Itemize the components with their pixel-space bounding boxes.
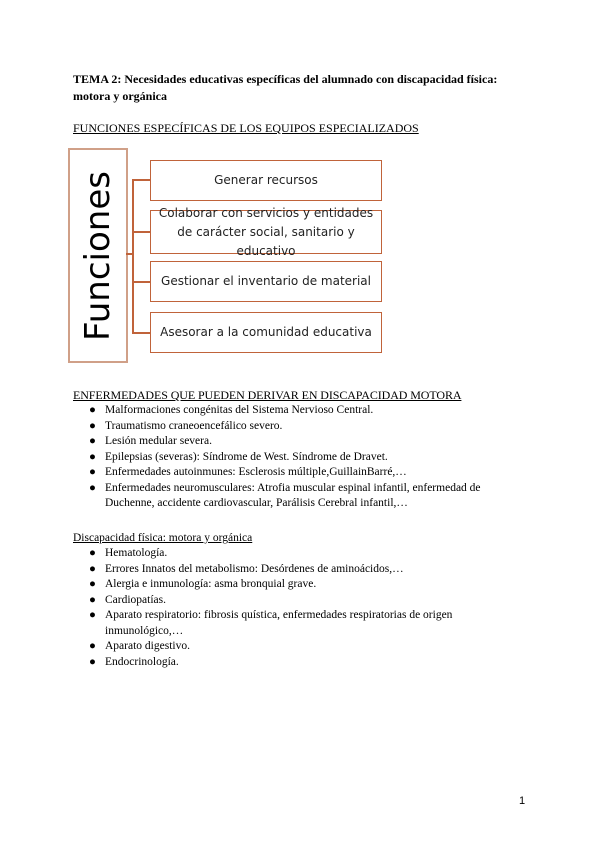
diagram-box-colaborar: Colaborar con servicios y entidades de carácter social, sanitario y educativo — [150, 210, 382, 254]
connector-branch — [132, 179, 150, 181]
diagram-box-gestionar: Gestionar el inventario de material — [150, 261, 382, 302]
list-item: ● Aparato digestivo. — [72, 639, 492, 655]
connector-branch — [132, 231, 150, 233]
bullet-icon: ● — [89, 547, 96, 559]
functions-diagram — [68, 148, 400, 363]
list-item: ● Errores Innatos del metabolismo: Desórdenes de aminoácidos,… — [72, 562, 492, 578]
list-item: ● Endocrinología. — [72, 655, 492, 671]
bullet-icon: ● — [89, 419, 96, 432]
bullet-icon: ● — [89, 655, 96, 668]
list-item: ● Enfermedades autoinmunes: Esclerosis múltiple,GuillainBarré,… — [72, 465, 512, 481]
list-item: ● Epilepsias (severas): Síndrome de West. Síndrome de Dravet. — [72, 450, 512, 466]
list-item: ● Hematología. — [72, 546, 492, 562]
bullet-icon: ● — [89, 435, 96, 447]
list-item: ● Cardiopatías. — [72, 593, 492, 609]
enfermedades-list — [72, 403, 512, 512]
diagram-box-generar-recursos: Generar recursos — [150, 160, 382, 201]
connector-branch — [132, 281, 150, 283]
bullet-icon: ● — [89, 593, 96, 606]
diagram-main-label: Funciones — [78, 170, 118, 341]
diagram-box-asesorar: Asesorar a la comunidad educativa — [150, 312, 382, 353]
discapacidad-list — [72, 546, 492, 670]
bullet-icon: ● — [89, 481, 96, 494]
bullet-icon: ● — [89, 640, 96, 652]
list-item: ● Aparato respiratorio: fibrosis quística, enfermedades respiratorias de origen inmunológico,… — [89, 609, 453, 637]
list-item: ● Lesión medular severa. — [72, 434, 512, 450]
connector-branch — [132, 332, 150, 334]
bullet-icon: ● — [89, 578, 96, 590]
page-number: 1 — [519, 795, 526, 807]
bullet-icon: ● — [89, 609, 96, 621]
connector-spine — [132, 179, 134, 333]
list-item: ● Alergia e inmunología: asma bronquial grave. — [72, 577, 492, 593]
section-heading-discapacidad: Discapacidad física: motora y orgánica — [73, 532, 253, 544]
diagram-main-box — [68, 148, 128, 363]
section-heading-funciones: FUNCIONES ESPECÍFICAS DE LOS EQUIPOS ESPECIALIZADOS — [73, 121, 419, 135]
bullet-icon: ● — [89, 404, 96, 416]
list-item: ● Traumatismo craneoencefálico severo. — [72, 419, 512, 435]
list-item: ● Enfermedades neuromusculares: Atrofia muscular espinal infantil, enfermedad de Duchenne, accidente cardiovascular, Parálisis Cerebral infantil,… — [89, 481, 481, 509]
bullet-icon: ● — [89, 466, 96, 478]
list-item: ● Malformaciones congénitas del Sistema Nervioso Central. — [72, 403, 512, 419]
section-heading-enfermedades: ENFERMEDADES QUE PUEDEN DERIVAR EN DISCAPACIDAD MOTORA — [73, 388, 462, 402]
bullet-icon: ● — [89, 562, 96, 575]
bullet-icon: ● — [89, 450, 96, 463]
document-title: TEMA 2: Necesidades educativas específicas del alumnado con discapacidad física: motora y orgánica — [73, 72, 498, 103]
